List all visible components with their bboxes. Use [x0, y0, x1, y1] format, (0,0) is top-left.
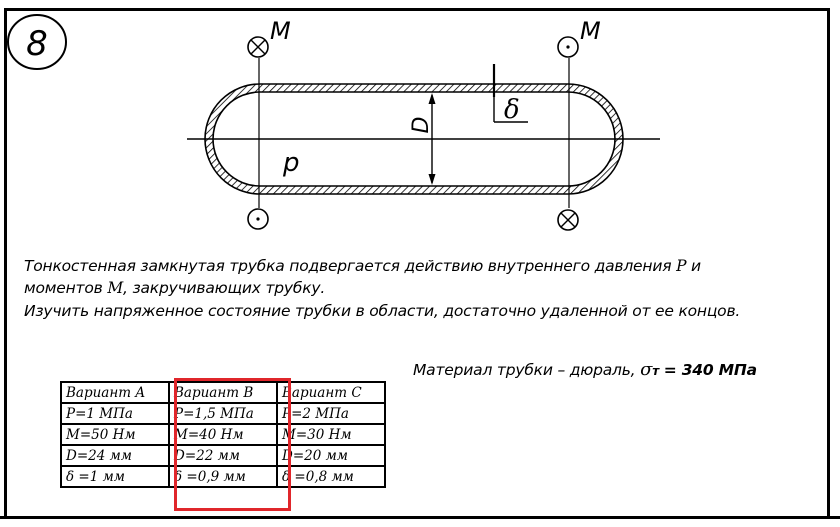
problem-text-line-2-suffix: , закручивающих трубку. [123, 279, 326, 297]
table-cell: P=1 МПа [61, 403, 169, 424]
problem-number: 8 [26, 24, 48, 64]
table-header-row [61, 382, 385, 403]
table-row [61, 445, 385, 466]
table-cell: D=24 мм [61, 445, 169, 466]
table-row [61, 466, 385, 487]
problem-text-line-1 [24, 257, 701, 275]
table-cell: P=2 МПа [277, 403, 385, 424]
table-cell: M=50 Нм [61, 424, 169, 445]
header-variant-c: Вариант C [277, 382, 385, 403]
table-cell: M=30 Нм [277, 424, 385, 445]
moment-into-left [248, 37, 268, 57]
pressure-label: p [283, 148, 300, 178]
diameter-arrow-bottom [429, 174, 436, 185]
header-variant-b: Вариант B [169, 382, 277, 403]
yield-stress-symbol: σ [640, 359, 653, 380]
table-row [61, 403, 385, 424]
moment-symbol: M [107, 279, 123, 297]
problem-text-line-1-prefix: Тонкостенная замкнутая трубка подвергается действию внутреннего давления [24, 257, 672, 275]
thickness-label: δ [504, 95, 520, 125]
problem-text-line-1-suffix: и [691, 257, 701, 275]
diameter-label: D [409, 116, 434, 134]
material-prefix: Материал трубки – дюраль, [413, 361, 636, 379]
pressure-symbol: P [676, 257, 687, 275]
table-cell: δ =0,9 мм [169, 466, 277, 487]
table-row [61, 424, 385, 445]
table-cell: M=40 Нм [169, 424, 277, 445]
problem-text-line-3: Изучить напряженное состояние трубки в области, достаточно удаленной от ее концов. [24, 302, 741, 320]
moment-out-right [558, 37, 578, 57]
material-note [413, 359, 757, 380]
moment-out-left [248, 209, 268, 229]
yield-stress-subscript: т [652, 364, 659, 378]
table-cell: δ =0,8 мм [277, 466, 385, 487]
table-cell: D=20 мм [277, 445, 385, 466]
moment-label-right: M [580, 17, 601, 45]
variants-table [60, 381, 386, 488]
problem-text-line-2 [24, 279, 325, 297]
table-cell: P=1,5 МПа [169, 403, 277, 424]
moment-label-left: M [270, 17, 291, 45]
header-variant-a: Вариант A [61, 382, 169, 403]
table-cell: δ =1 мм [61, 466, 169, 487]
moment-into-right [558, 210, 578, 230]
diameter-arrow-top [429, 93, 436, 104]
problem-text-line-2-prefix: моментов [24, 279, 103, 297]
table-cell: D=22 мм [169, 445, 277, 466]
yield-stress-value: = 340 МПа [663, 361, 757, 379]
